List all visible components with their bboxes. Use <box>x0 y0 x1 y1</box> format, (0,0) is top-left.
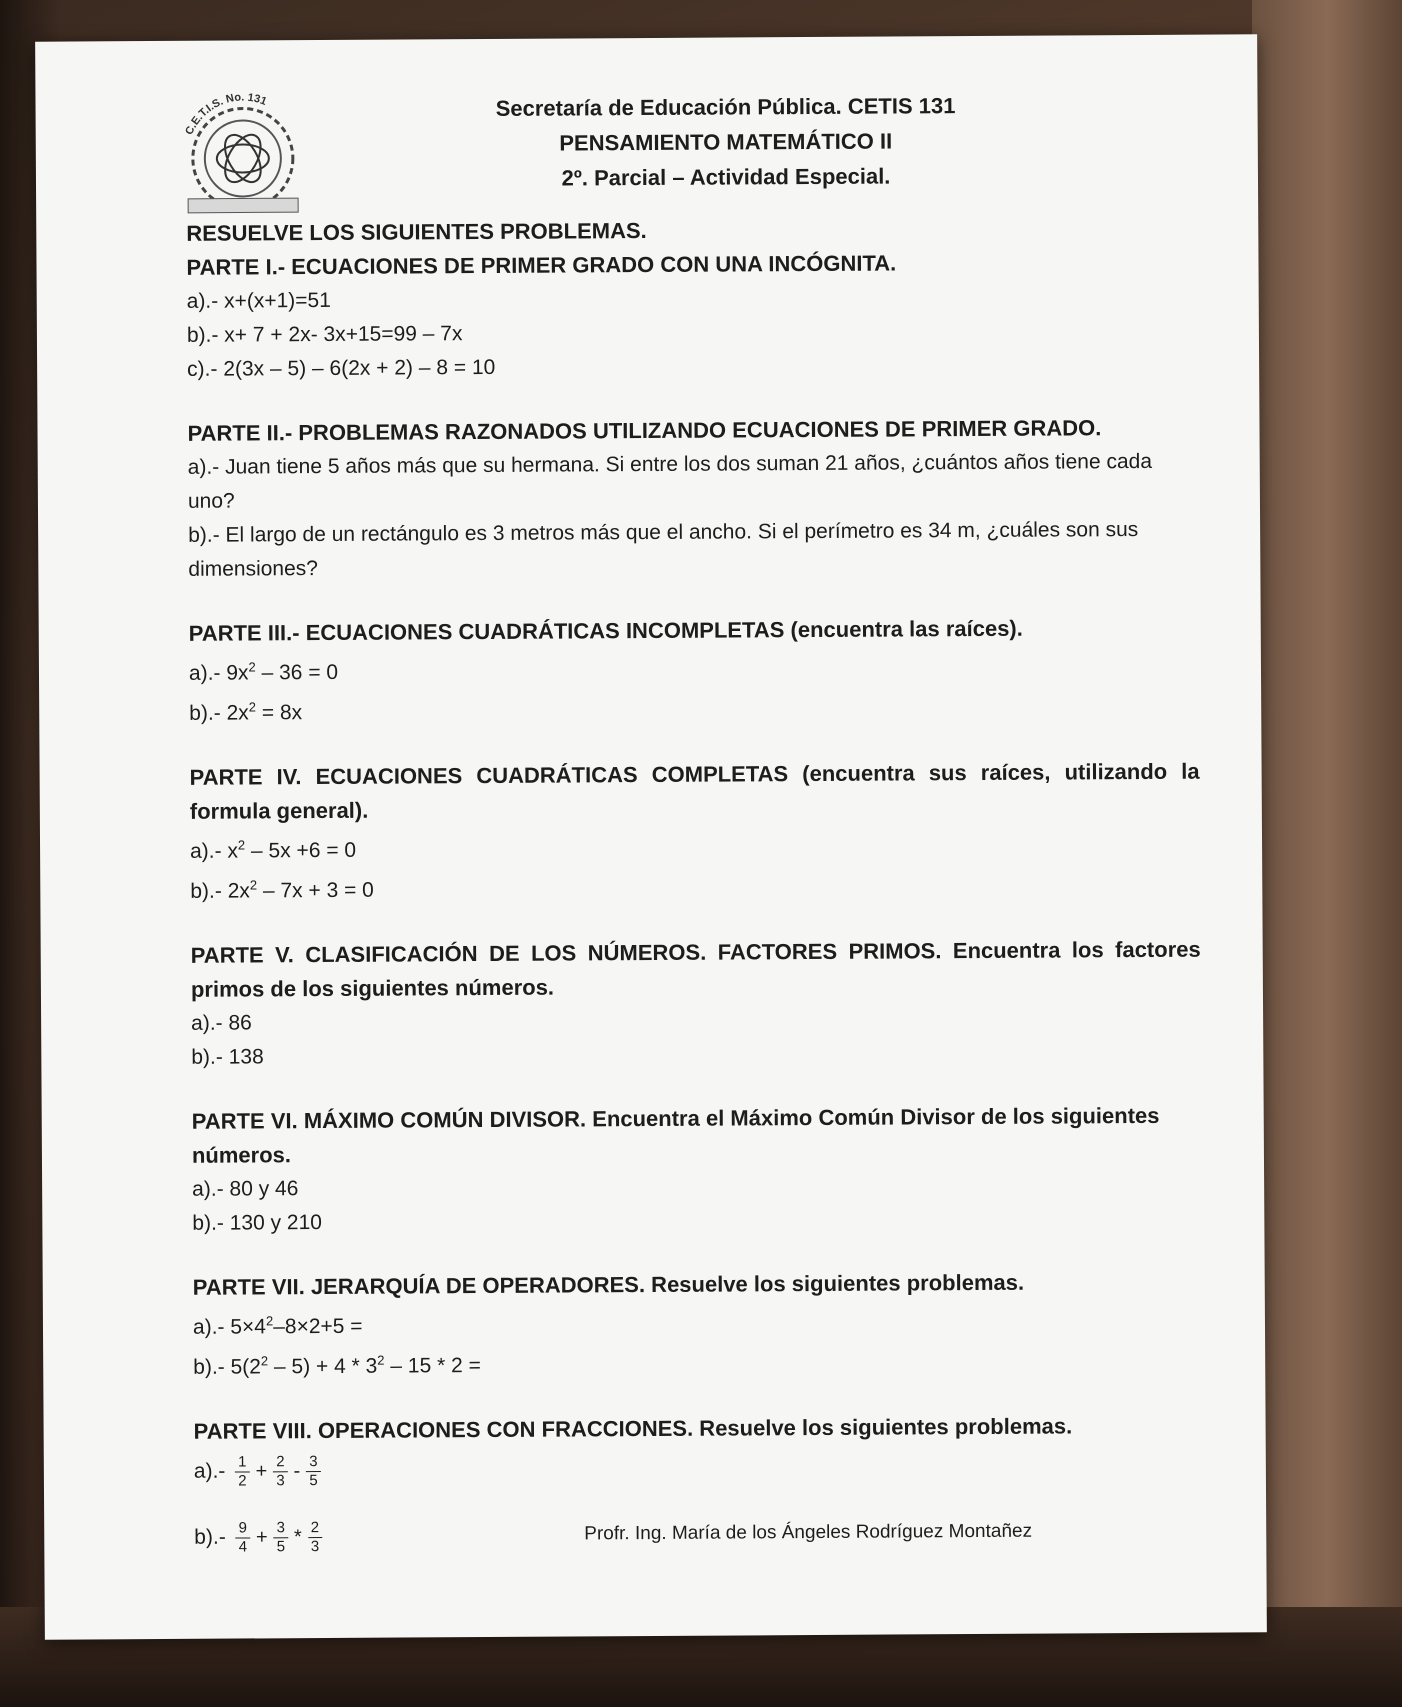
parte-6-title: PARTE VI. MÁXIMO COMÚN DIVISOR. Encuentra el Máximo Común Divisor de los siguientes números. <box>191 1102 1160 1168</box>
worksheet-content <box>186 211 1204 1561</box>
fraction: $\frac{2}{3}$ <box>273 1453 288 1490</box>
parte-7-b: b).- $5(2^2 - 5) + 4 * 3^2 - 15 * 2$ = <box>193 1352 481 1379</box>
parte-2-a: a).- Juan tiene 5 años más que su hermana. Si entre los dos suman 21 años, ¿cuántos años tiene cada uno? <box>187 449 1153 513</box>
fraction: $\frac{9}{4}$ <box>236 1519 251 1556</box>
header-line-1: Secretaría de Educación Pública. CETIS 131 <box>495 93 956 121</box>
parte-6-b: b).- 130 y 210 <box>192 1211 323 1235</box>
wood-surface <box>1252 0 1402 1707</box>
parte-8-b: b).- $\frac{9}{4}$ + $\frac{3}{5}$ * $\frac{2}{3}$ <box>194 1509 1204 1561</box>
worksheet-page <box>35 34 1267 1639</box>
fraction: $\frac{3}{5}$ <box>274 1519 289 1556</box>
parte-4-title: PARTE IV. ECUACIONES CUADRÁTICAS COMPLETAS (encuentra sus raíces, utilizando la formula general). <box>189 758 1200 824</box>
parte-5-title: PARTE V. CLASIFICACIÓN DE LOS NÚMEROS. FACTORES PRIMOS. Encuentra los factores primos de los siguientes números. <box>190 936 1201 1002</box>
parte-4-b: b).- $2x^2 - 7x + 3 = 0$ <box>190 877 374 903</box>
parte-5-a: a).- 86 <box>191 1011 252 1035</box>
fraction: $\frac{3}{5}$ <box>306 1453 321 1490</box>
parte-3-a: a).- $9x^2 - 36 = 0$ <box>188 659 339 685</box>
parte-3-title: PARTE III.- ECUACIONES CUADRÁTICAS INCOMPLETAS (encuentra las raíces). <box>188 615 1023 646</box>
header-line-3: 2º. Parcial – Actividad Especial. <box>561 163 891 191</box>
svg-text:C.E.T.I.S. No. 131 <box>183 91 268 137</box>
parte-1-title: PARTE I.- ECUACIONES DE PRIMER GRADO CON UNA INCÓGNITA. <box>186 250 897 280</box>
logo-ring-text: C.E.T.I.S. No. 131 <box>183 91 269 137</box>
parte-2-b: b).- El largo de un rectángulo es 3 metros más que el ancho. Si el perímetro es 34 m, ¿cuáles son sus dimensiones? <box>188 518 1139 581</box>
header-line-2: PENSAMIENTO MATEMÁTICO II <box>559 128 893 156</box>
parte-1-b: b).- x+ 7 + 2x- 3x+15=99 – 7x <box>186 322 463 347</box>
gear-seal-logo <box>167 80 318 231</box>
parte-4-a: a).- $x^2 - 5x +6 = 0$ <box>190 837 357 863</box>
parte-8-a: a).- $\frac{1}{2}$ + $\frac{2}{3}$ - $\frac{3}{5}$ <box>194 1443 1204 1495</box>
instruction: RESUELVE LOS SIGUIENTES PROBLEMAS. <box>186 218 647 246</box>
fraction: $\frac{2}{3}$ <box>308 1519 323 1556</box>
parte-2-title: PARTE II.- PROBLEMAS RAZONADOS UTILIZANDO ECUACIONES DE PRIMER GRADO. <box>187 415 1102 446</box>
parte-6-a: a).- 80 y 46 <box>192 1177 299 1201</box>
document-header <box>415 88 1036 197</box>
parte-3-b: b).- $2x^2 = 8x$ <box>189 699 303 725</box>
parte-7-title: PARTE VII. JERARQUÍA DE OPERADORES. Resuelve los siguientes problemas. <box>192 1269 1025 1300</box>
parte-1-c: c).- 2(3x – 5) – 6(2x + 2) – 8 = 10 <box>187 355 496 381</box>
parte-8-title: PARTE VIII. OPERACIONES CON FRACCIONES. Resuelve los siguientes problemas. <box>193 1413 1073 1444</box>
teacher-signature: Profr. Ing. María de los Ángeles Rodríguez Montañez <box>584 1520 1033 1545</box>
parte-1-a: a).- x+(x+1)=51 <box>186 288 331 313</box>
parte-7-a: a).- $5\times 4^2-8\times 2+5$ = <box>192 1313 363 1339</box>
fraction: $\frac{1}{2}$ <box>235 1453 250 1490</box>
parte-5-b: b).- 138 <box>191 1045 264 1069</box>
